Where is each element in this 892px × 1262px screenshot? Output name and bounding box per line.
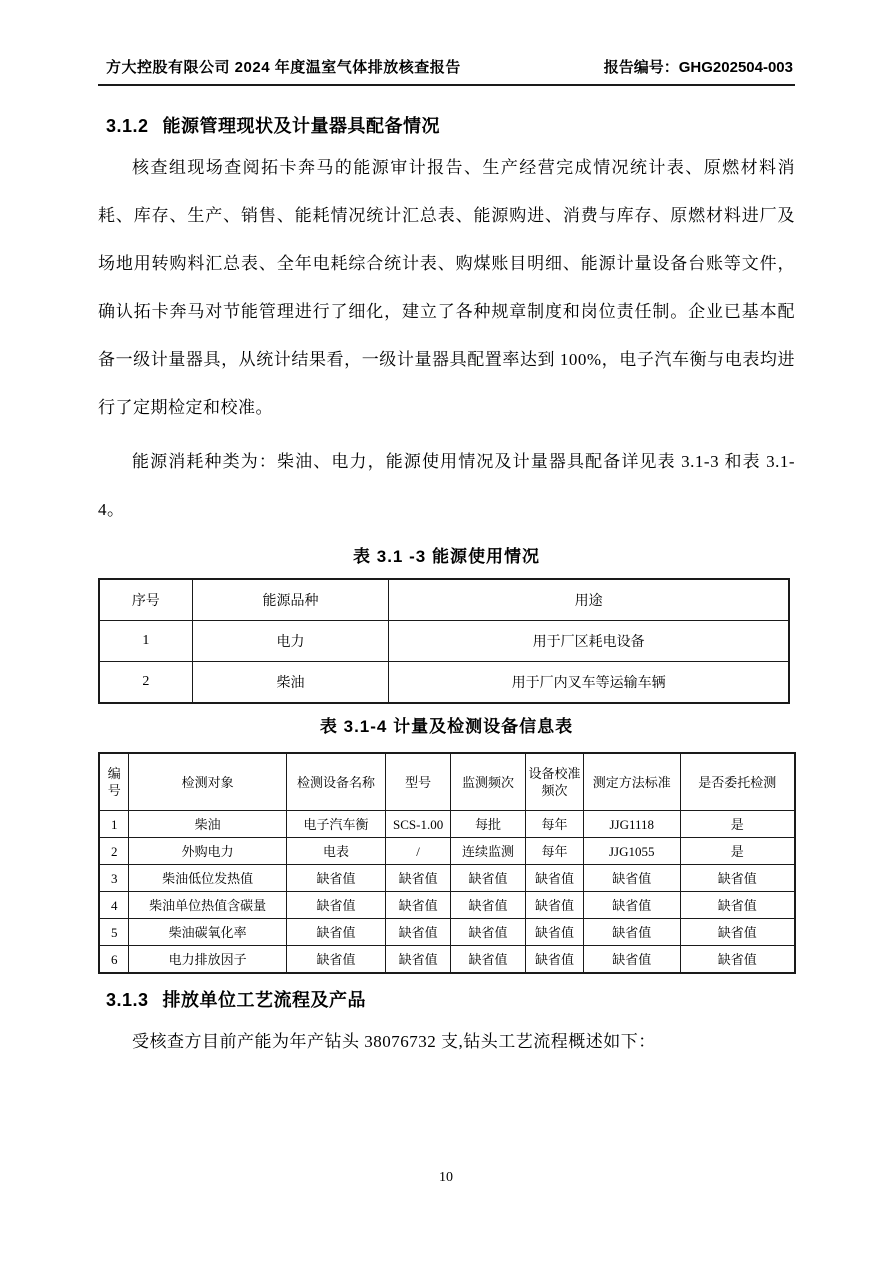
paragraph-production-capacity: 受核查方目前产能为年产钻头 38076732 支,钻头工艺流程概述如下： <box>132 1032 656 1051</box>
cell-no: 1 <box>99 811 129 838</box>
cell-monitor-frequency: 连续监测 <box>450 838 525 865</box>
cell-method-standard: JJG1118 <box>583 811 680 838</box>
cell-entrusted: 缺省值 <box>680 865 795 892</box>
cell-model: 缺省值 <box>386 946 451 974</box>
table-caption-devices: 表 3.1-4 计量及检测设备信息表 <box>319 717 574 736</box>
cell-detection-object: 外购电力 <box>129 838 286 865</box>
cell-no: 4 <box>99 892 129 919</box>
cell-usage: 用于厂区耗电设备 <box>389 621 789 662</box>
section-heading-3-1-3 <box>98 988 795 1012</box>
cell-model: 缺省值 <box>386 919 451 946</box>
cell-index: 1 <box>99 621 192 662</box>
cell-calibration-frequency: 每年 <box>526 838 584 865</box>
cell-calibration-frequency: 缺省值 <box>526 892 584 919</box>
cell-entrusted: 是 <box>680 838 795 865</box>
col-header-no: 编号 <box>99 753 129 811</box>
col-header-energy-type: 能源品种 <box>192 579 389 621</box>
cell-no: 3 <box>99 865 129 892</box>
table-row <box>99 919 795 946</box>
cell-entrusted: 是 <box>680 811 795 838</box>
col-header-method-standard: 测定方法标准 <box>583 753 680 811</box>
table-row <box>99 865 795 892</box>
col-header-usage: 用途 <box>389 579 789 621</box>
cell-no: 2 <box>99 838 129 865</box>
cell-no: 6 <box>99 946 129 974</box>
cell-monitor-frequency: 每批 <box>450 811 525 838</box>
cell-method-standard: 缺省值 <box>583 919 680 946</box>
cell-detection-object: 柴油单位热值含碳量 <box>129 892 286 919</box>
cell-device-name: 缺省值 <box>286 946 386 974</box>
section-number: 3.1.2 <box>106 116 149 136</box>
table-row <box>99 811 795 838</box>
cell-entrusted: 缺省值 <box>680 892 795 919</box>
table-row <box>99 946 795 974</box>
header-document-title: 方大控股有限公司 2024 年度温室气体排放核查报告 <box>106 59 461 76</box>
table-caption-energy-usage: 表 3.1 -3 能源使用情况 <box>353 547 540 566</box>
cell-device-name: 缺省值 <box>286 865 386 892</box>
measurement-devices-table <box>98 752 796 974</box>
paragraph-energy-types: 能源消耗种类为：柴油、电力，能源使用情况及计量器具配备详见表 3.1-3 和表 3.1-4。 <box>98 452 795 519</box>
section-heading-3-1-2 <box>98 114 795 138</box>
cell-entrusted: 缺省值 <box>680 919 795 946</box>
cell-detection-object: 电力排放因子 <box>129 946 286 974</box>
cell-model: / <box>386 838 451 865</box>
col-header-model: 型号 <box>386 753 451 811</box>
cell-energy-type: 电力 <box>192 621 389 662</box>
col-header-detection-object: 检测对象 <box>129 753 286 811</box>
cell-usage: 用于厂内叉车等运输车辆 <box>389 662 789 704</box>
cell-method-standard: JJG1055 <box>583 838 680 865</box>
paragraph-energy-management: 核查组现场查阅拓卡奔马的能源审计报告、生产经营完成情况统计表、原燃材料消耗、库存、生产、销售、能耗情况统计汇总表、能源购进、消费与库存、原燃材料进厂及场地用转购料汇总表、全年电耗综合统计表、购煤账目明细、能源计量设备台账等文件，确认拓卡奔马对节能管理进行了细化，建立了各种规章制度和岗位责任制。企业已基本配备一级计量器具，从统计结果看，一级计量器具配置率达到 100%，电子汽车衡与电表均进行了定期检定和校准。 <box>98 158 795 417</box>
cell-index: 2 <box>99 662 192 704</box>
cell-energy-type: 柴油 <box>192 662 389 704</box>
section-number: 3.1.3 <box>106 990 149 1010</box>
cell-monitor-frequency: 缺省值 <box>450 892 525 919</box>
cell-monitor-frequency: 缺省值 <box>450 946 525 974</box>
cell-model: 缺省值 <box>386 865 451 892</box>
table-row <box>99 892 795 919</box>
header-report-number: 报告编号：GHG202504-003 <box>603 59 793 76</box>
cell-monitor-frequency: 缺省值 <box>450 919 525 946</box>
col-header-monitor-frequency: 监测频次 <box>450 753 525 811</box>
table-header-row <box>99 753 795 811</box>
cell-calibration-frequency: 每年 <box>526 811 584 838</box>
cell-calibration-frequency: 缺省值 <box>526 946 584 974</box>
table-header-row <box>99 579 789 621</box>
cell-calibration-frequency: 缺省值 <box>526 919 584 946</box>
table-row <box>99 838 795 865</box>
page-content <box>98 0 795 1066</box>
cell-model: 缺省值 <box>386 892 451 919</box>
page-header <box>98 56 795 86</box>
cell-detection-object: 柴油 <box>129 811 286 838</box>
cell-detection-object: 柴油低位发热值 <box>129 865 286 892</box>
cell-method-standard: 缺省值 <box>583 865 680 892</box>
cell-no: 5 <box>99 919 129 946</box>
section-title: 排放单位工艺流程及产品 <box>162 990 367 1010</box>
page-number: 10 <box>439 1170 453 1185</box>
cell-device-name: 缺省值 <box>286 919 386 946</box>
cell-device-name: 电子汽车衡 <box>286 811 386 838</box>
col-header-entrusted: 是否委托检测 <box>680 753 795 811</box>
energy-usage-table <box>98 578 790 704</box>
cell-calibration-frequency: 缺省值 <box>526 865 584 892</box>
table-row <box>99 621 789 662</box>
section-title: 能源管理现状及计量器具配备情况 <box>162 116 441 136</box>
cell-device-name: 电表 <box>286 838 386 865</box>
col-header-device-name: 检测设备名称 <box>286 753 386 811</box>
cell-entrusted: 缺省值 <box>680 946 795 974</box>
cell-model: SCS-1.00 <box>386 811 451 838</box>
table-row <box>99 662 789 704</box>
cell-device-name: 缺省值 <box>286 892 386 919</box>
cell-detection-object: 柴油碳氧化率 <box>129 919 286 946</box>
cell-method-standard: 缺省值 <box>583 946 680 974</box>
cell-monitor-frequency: 缺省值 <box>450 865 525 892</box>
col-header-calibration-frequency: 设备校准频次 <box>526 753 584 811</box>
cell-method-standard: 缺省值 <box>583 892 680 919</box>
col-header-index: 序号 <box>99 579 192 621</box>
